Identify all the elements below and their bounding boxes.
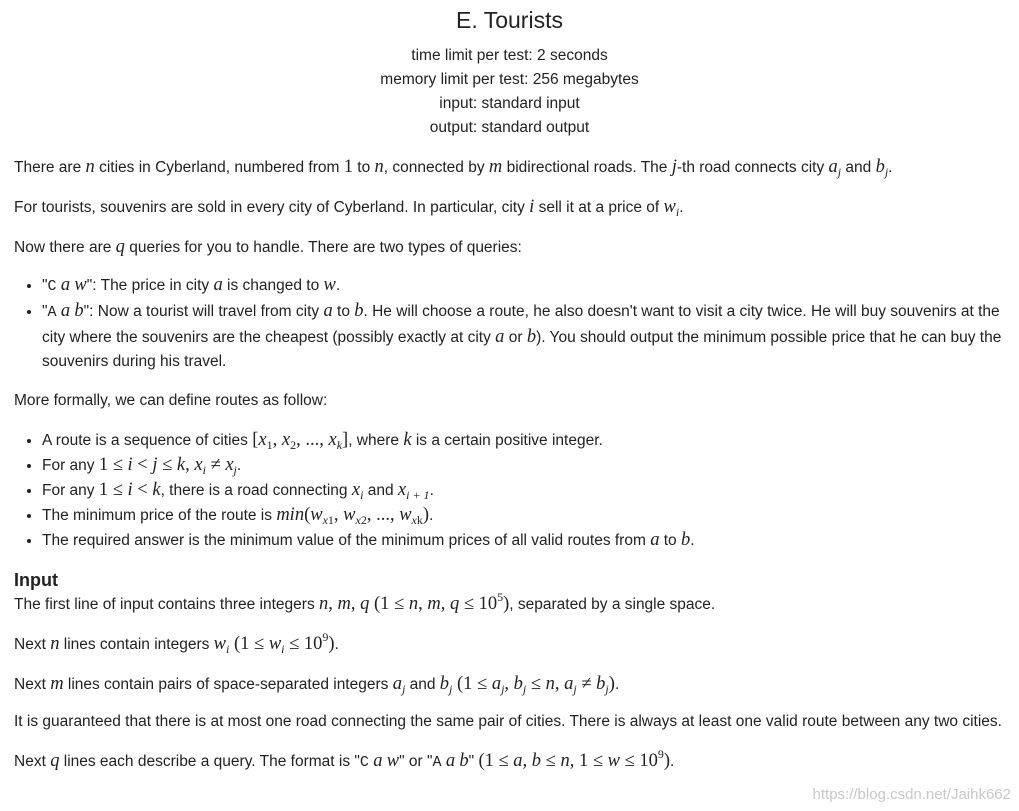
input-type: input: standard input xyxy=(439,95,580,112)
list-item: • "C a w": The price in city a is changed to w. xyxy=(42,273,1005,299)
input-line-5: Next q lines each describe a query. The format is "C a w" or "A a b" (1 ≤ a, b ≤ n, $1 \le w \le 10^9$). xyxy=(14,747,675,771)
list-item: • For any 1 ≤ i < k, there is a road connecting $x_i$ and $x_{i + 1}$. xyxy=(42,478,1005,503)
route-rules-list xyxy=(14,428,1005,553)
watermark: https://blog.csdn.net/Jaihk662 xyxy=(812,786,1011,803)
input-heading: Input xyxy=(14,570,58,590)
input-line-1: The first line of input contains three integers n, m, q (1 ≤ n, m, $q \le 10^5$), separated by a single space. xyxy=(14,590,716,614)
statement-paragraph-3: Now there are q queries for you to handle. There are two types of queries: xyxy=(14,237,522,257)
list-item: • "A a b": Now a tourist will travel from city a to b. He will choose a route, he also doesn't want to visit a city twice. He will buy souvenirs at the city where the souvenirs are the cheapest (possibly exactly at city a or b). You should output the minimum possible price that he can buy the souvenirs during his travel. xyxy=(42,299,1005,374)
list-item: • A route is a sequence of cities [$x_1$, $x_2$, ..., $x_k$], where k is a certain positive integer. xyxy=(42,428,1005,453)
problem-statement xyxy=(14,156,1005,553)
input-line-3: Next m lines contain pairs of space-separated integers $a_j$ and $b_j$ ($1 \le a_j$, $b_j \le n$, $a_j \ne b_j$). xyxy=(14,674,620,696)
list-item: • The minimum price of the route is $\min(w_{x1}$, $w_{x2}$, ..., $w_{xk}$). xyxy=(42,503,1005,528)
input-section xyxy=(14,569,1005,774)
limits-header xyxy=(14,44,1005,140)
input-line-2: Next n lines contain integers $w_i$ $(1 \le w_i \le 10^9)$. xyxy=(14,630,339,656)
output-type: output: standard output xyxy=(429,119,590,136)
time-limit: time limit per test: 2 seconds xyxy=(411,47,608,64)
problem-title: E. Tourists xyxy=(456,7,563,33)
statement-paragraph-2: For tourists, souvenirs are sold in every city of Cyberland. In particular, city i sell it at a price of $w_i$. xyxy=(14,197,684,219)
input-line-4: It is guaranteed that there is at most one road connecting the same pair of cities. There is always at least one valid route between any two cities. xyxy=(14,713,1002,730)
statement-paragraph-1: There are n cities in Cyberland, numbered from 1 to n, connected by m bidirectional roads. The j-th road connects city $a_j$ and $b_j$. xyxy=(14,157,893,179)
formal-intro: More formally, we can define routes as follow: xyxy=(14,392,328,409)
memory-limit: memory limit per test: 256 megabytes xyxy=(380,71,639,88)
list-item: • The required answer is the minimum value of the minimum prices of all valid routes from a to b. xyxy=(42,528,1005,553)
query-types-list xyxy=(14,273,1005,374)
list-item: • For any 1 ≤ i < j ≤ k, $x_i \ne x_j$. xyxy=(42,453,1005,478)
